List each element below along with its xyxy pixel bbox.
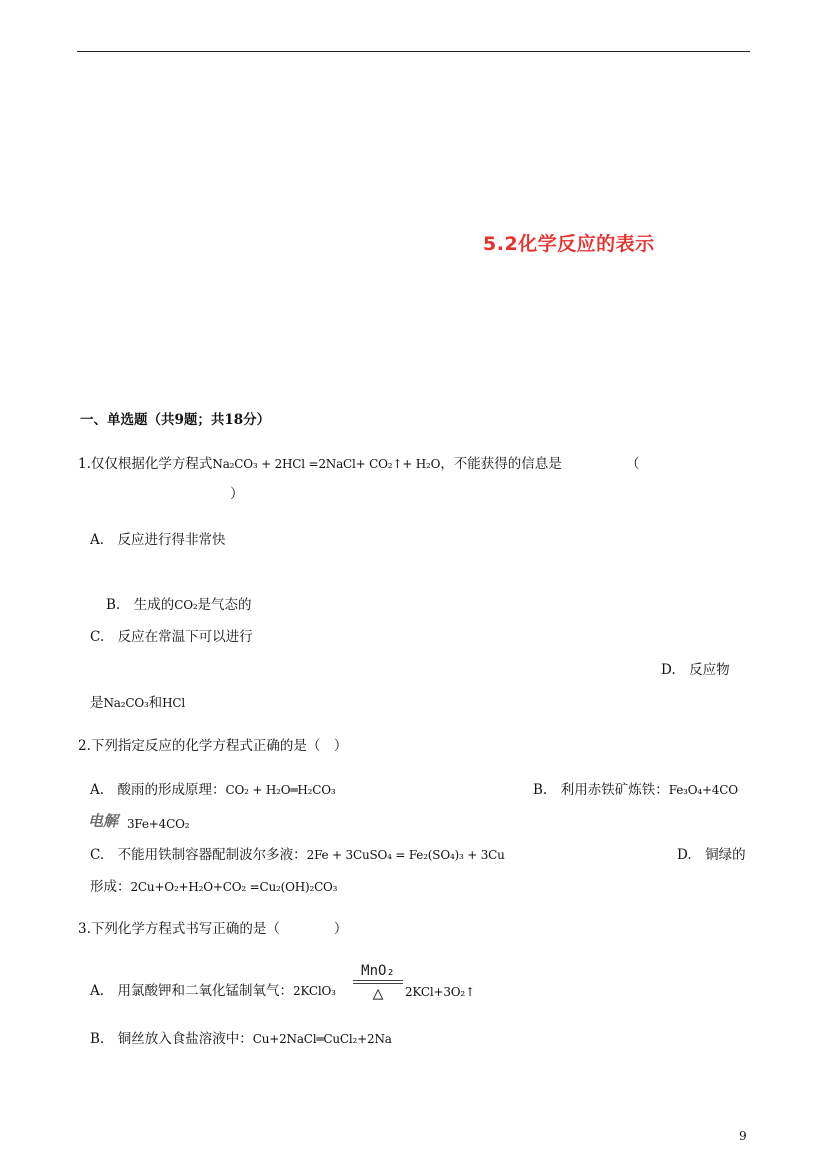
section-heading: 一、单选题（共9题；共18分） [80, 412, 271, 428]
q2-option-b-eq: Fe₃O₄+4CO [668, 783, 738, 797]
q3-option-a-products: 2KCl+3O₂↑ [405, 985, 475, 999]
q2-option-d [90, 878, 337, 896]
page-number: 9 [739, 1129, 747, 1143]
q1-option-d-formula: Na₂CO₃ [103, 696, 149, 710]
q1-option-b [106, 596, 251, 614]
q1-option-b-pre: B. 生成的 [106, 597, 175, 613]
header-rule [77, 51, 750, 52]
q3-option-b-eq: Cu+2NaCl═CuCl₂+2Na [252, 1032, 392, 1046]
page-title: 5.2化学反应的表示 [483, 233, 655, 255]
q1-option-b-formula: CO₂ [174, 598, 198, 612]
q2-option-d-label: D. 铜绿的 [677, 847, 746, 863]
q2-option-a-text: A. 酸雨的形成原理： [90, 782, 226, 798]
q1-stem [78, 455, 562, 473]
q1-equation: Na₂CO₃ + 2HCl =2NaCl+ CO₂↑+ H₂O [212, 457, 441, 471]
q1-option-b-post: 是气态的 [197, 597, 252, 613]
q1-option-a: A. 反应进行得非常快 [90, 532, 226, 548]
q3-option-a [90, 982, 336, 1000]
q1-paren-open: （ [626, 456, 640, 472]
q1-stem-tail: ，不能获得的信息是 [440, 456, 562, 472]
q2-option-d-eq: 2Cu+O₂+H₂O+CO₂ =Cu₂(OH)₂CO₃ [130, 880, 338, 894]
q2-option-b-condition: 电解 [88, 812, 119, 830]
q2-option-a-eq: CO₂ + H₂O═H₂CO₃ [225, 783, 336, 797]
q1-option-c: C. 反应在常温下可以进行 [90, 629, 253, 645]
q2-option-c [90, 846, 505, 864]
q2-stem: 2.下列指定反应的化学方程式正确的是（ ） [78, 738, 348, 754]
q2-option-c-text: C. 不能用铁制容器配制波尔多液： [90, 847, 307, 863]
q3-option-a-catalyst: MnO₂ [361, 963, 395, 979]
q1-option-d-mid: 和 [148, 695, 163, 711]
q3-option-b-text: B. 铜丝放入食盐溶液中： [90, 1031, 253, 1047]
q3-option-b [90, 1030, 392, 1048]
q1-stem-lead: 1.仅仅根据化学方程式 [78, 456, 213, 472]
q3-option-a-reaction-condition [353, 963, 403, 1003]
q1-option-d-cont [90, 694, 185, 712]
q2-option-b-products: 3Fe+4CO₂ [127, 817, 190, 831]
q1-option-d-label: D. 反应物 [661, 662, 730, 678]
heat-triangle: △ [372, 983, 384, 1004]
q2-option-c-eq: 2Fe + 3CuSO₄ = Fe₂(SO₄)₃ + 3Cu [306, 848, 505, 862]
q3-option-a-text: A. 用氯酸钾和二氧化锰制氧气： [90, 983, 294, 999]
q2-option-a [90, 781, 336, 799]
q2-option-b [533, 781, 738, 799]
q3-stem: 3.下列化学方程式书写正确的是（ ） [78, 921, 348, 937]
q2-option-b-text: B. 利用赤铁矿炼铁： [533, 782, 669, 798]
q1-paren-close: ） [230, 486, 244, 502]
q1-option-d-hcl: HCl [162, 696, 185, 710]
q1-option-d-pre: 是 [90, 695, 104, 711]
q3-option-a-reactant: 2KClO₃ [293, 984, 336, 998]
q2-option-d-cont: 形成： [90, 879, 131, 895]
